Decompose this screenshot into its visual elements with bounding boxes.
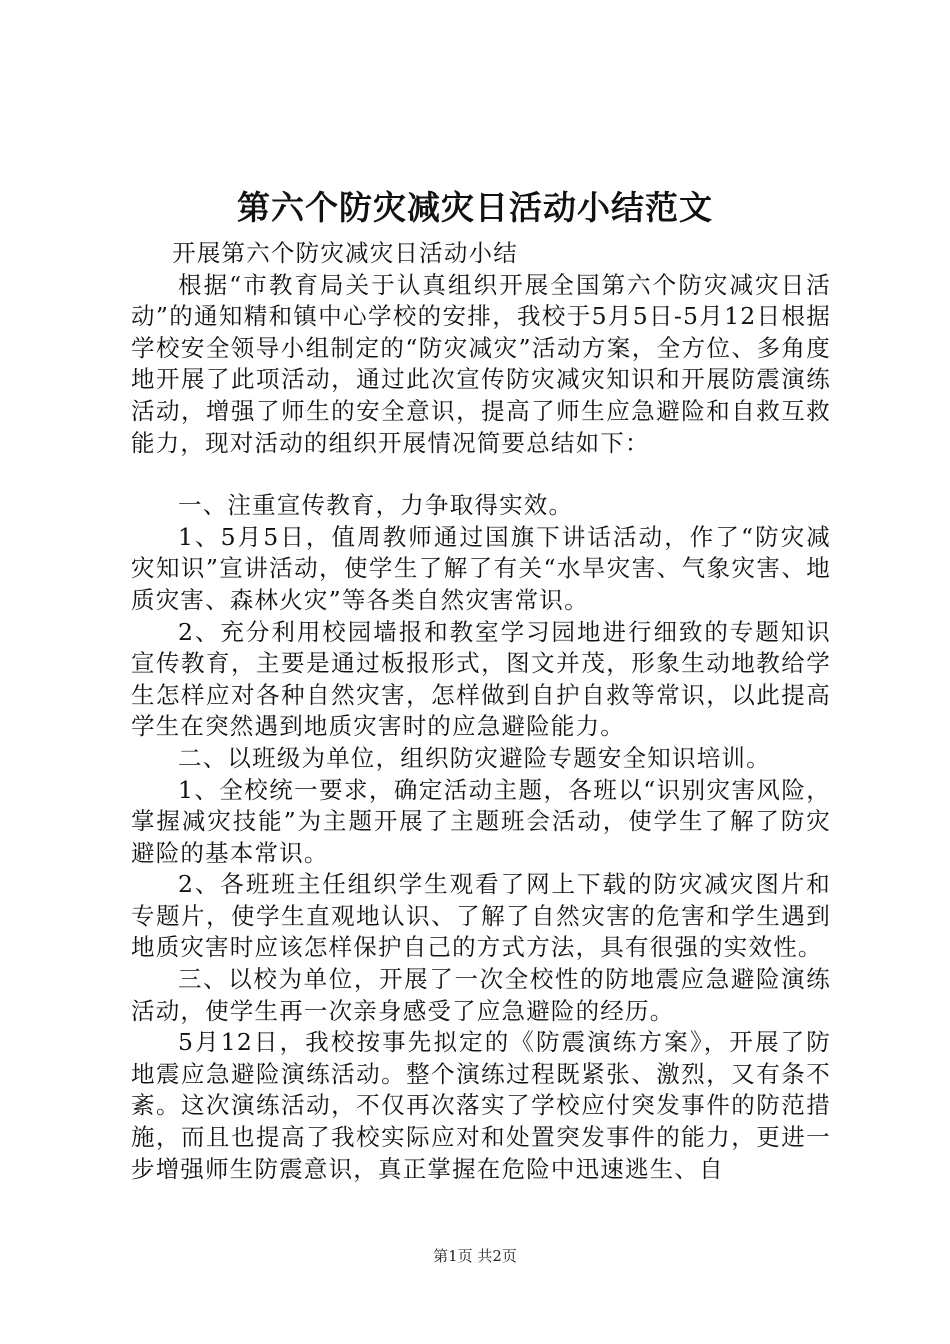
intro-paragraph: 根据“市教育局关于认真组织开展全国第六个防灾减灾日活动”的通知精和镇中心学校的安排，我校于5月5日-5月12日根据学校安全领导小组制定的“防灾减灾”活动方案，全方位、多角度地开展了此项活动，通过此次宣传防灾减灾知识和开展防震演练活动，增强了师生的安全意识，提高了师生应急避险和自救互救能力，现对活动的组织开展情况简要总结如下： <box>131 270 831 457</box>
section-heading-2: 二、以班级为单位，组织防灾避险专题安全知识培训。 <box>178 743 771 772</box>
section-1-item-1: 1、5月5日，值周教师通过国旗下讲话活动，作了“防灾减灾知识”宣讲活动，使学生了解了有关“水旱灾害、气象灾害、地质灾害、森林火灾”等各类自然灾害常识。 <box>131 522 831 614</box>
section-heading-1: 一、注重宣传教育，力争取得实效。 <box>178 491 574 520</box>
page-footer: 第1页 共2页 <box>433 1247 517 1265</box>
section-2-item-2: 2、各班班主任组织学生观看了网上下载的防灾减灾图片和专题片，使学生直观地认识、了解了自然灾害的危害和学生遇到地质灾害时应该怎样保护自己的方式方法，具有很强的实效性。 <box>131 870 831 962</box>
document-body <box>131 238 831 1185</box>
section-2-item-1: 1、全校统一要求，确定活动主题，各班以“识别灾害风险，掌握减灾技能”为主题开展了主题班会活动，使学生了解了防灾避险的基本常识。 <box>131 775 831 867</box>
section-heading-3: 三、以校为单位，开展了一次全校性的防地震应急避险演练活动，使学生再一次亲身感受了应急避险的经历。 <box>131 965 831 1025</box>
section-3-paragraph: 5月12日，我校按事先拟定的《防震演练方案》，开展了防地震应急避险演练活动。整个演练过程既紧张、激烈，又有条不紊。这次演练活动，不仅再次落实了学校应付突发事件的防范措施，而且也提高了我校实际应对和处置突发事件的能力，更进一步增强师生防震意识，真正掌握在危险中迅速逃生、自 <box>131 1028 831 1183</box>
subtitle-paragraph: 开展第六个防灾减灾日活动小结 <box>172 239 518 267</box>
section-1-item-2: 2、充分利用校园墙报和教室学习园地进行细致的专题知识宣传教育，主要是通过板报形式，图文并茂，形象生动地教给学生怎样应对各种自然灾害，怎样做到自护自救等常识，以此提高学生在突然遇到地质灾害时的应急避险能力。 <box>131 617 831 741</box>
document-title: 第六个防灾减灾日活动小结范文 <box>237 188 713 227</box>
